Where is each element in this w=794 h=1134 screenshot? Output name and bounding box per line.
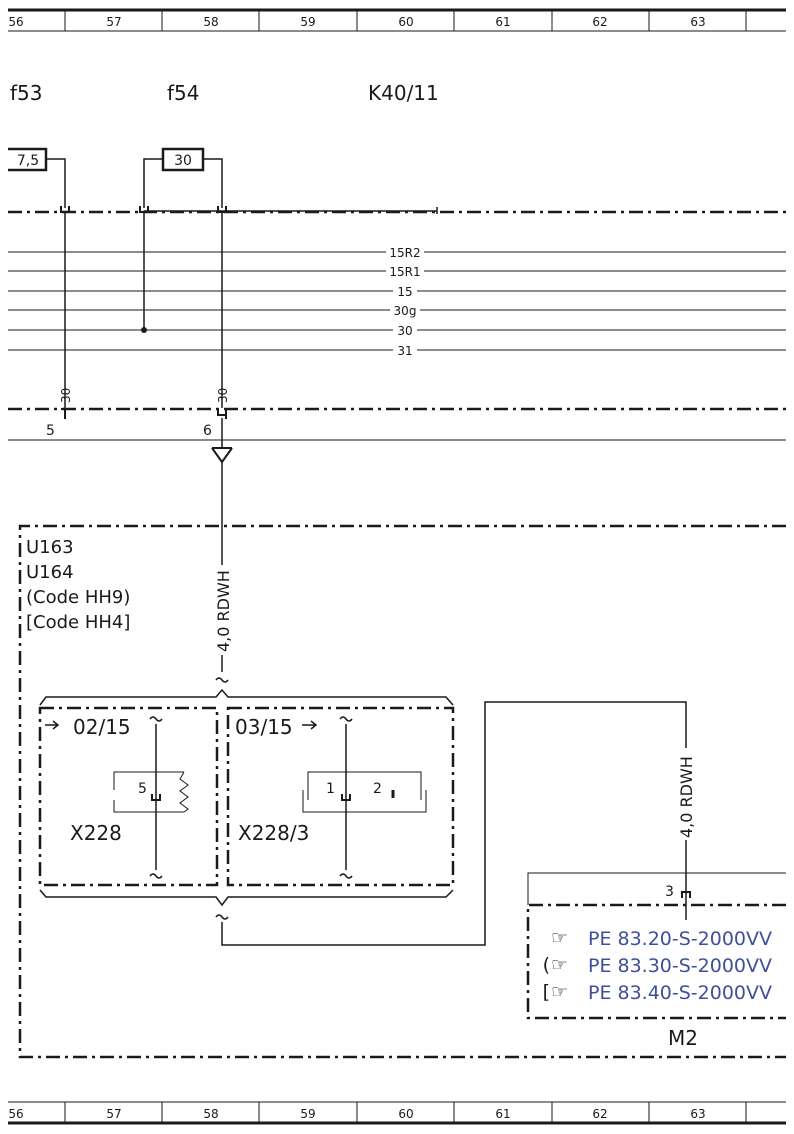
m2-pin-label: 3 (665, 884, 674, 900)
m2-reference-1[interactable] (551, 927, 772, 950)
ruler-col-58: 58 (203, 15, 219, 29)
pin-5-marker (61, 409, 65, 419)
connector-x228-3-pin-1: 1 (326, 781, 335, 797)
bottom-brace (40, 890, 453, 905)
ruler-col-60: 60 (398, 15, 414, 29)
hand-pointer-icon: ☞ (551, 927, 569, 949)
m2-reference-3-prefix: [ (542, 981, 550, 1003)
ruler-col-63: 63 (690, 15, 706, 29)
ruler-col-61: 61 (495, 15, 511, 29)
ruler-bottom-col-63: 63 (690, 1107, 706, 1121)
m2-reference-2-text: PE 83.30-S-2000VV (588, 955, 773, 977)
pin-label-6: 6 (203, 423, 212, 439)
ruler-bottom-col-56: 56 (8, 1107, 24, 1121)
bus-30g: 30g (393, 304, 417, 318)
bus-30: 30 (397, 324, 413, 338)
connector-x228-3-pin-2: 2 (373, 781, 382, 797)
connector-x228-3-ref: 03/15 (235, 715, 293, 739)
wire-label-right-side: 4,0 RDWH (677, 756, 696, 838)
pin-label-5: 5 (46, 423, 55, 439)
label-k40-11: K40/11 (368, 81, 439, 105)
ruler-bottom-col-59: 59 (300, 1107, 316, 1121)
resistor-icon (180, 772, 188, 812)
wire-label-main: 4,0 RDWH (214, 570, 233, 652)
hand-pointer-icon: ☞ (551, 981, 569, 1003)
ruler-bottom-col-57: 57 (106, 1107, 122, 1121)
module-line-1: U163 (26, 537, 74, 558)
ruler-col-56: 56 (8, 15, 24, 29)
bus-15: 15 (397, 285, 413, 299)
tilde-break-icon (340, 717, 352, 721)
tilde-break-icon (216, 915, 228, 919)
module-line-4: [Code HH4] (26, 612, 131, 633)
top-brace (40, 690, 453, 705)
ground-triangle-icon (212, 448, 232, 462)
bus-15r2: 15R2 (389, 246, 421, 260)
junction-dot (141, 327, 147, 333)
fuse-f53-rating: 7,5 (16, 153, 40, 169)
wire-label-right: 30 (216, 387, 230, 403)
fuse-f53 (8, 149, 65, 208)
ruler-bottom-col-61: 61 (495, 1107, 511, 1121)
bus-lines (8, 245, 786, 358)
arrow-right-icon (45, 721, 58, 729)
ruler-bottom-col-60: 60 (398, 1107, 414, 1121)
connector-x228-ref: 02/15 (73, 715, 131, 739)
m2-reference-2[interactable] (543, 954, 772, 977)
bus-15r1: 15R1 (389, 265, 421, 279)
connector-x228-3-name: X228/3 (238, 821, 310, 845)
ruler-bottom-col-62: 62 (592, 1107, 608, 1121)
bottom-ruler (8, 1102, 786, 1123)
tilde-break-icon (150, 717, 162, 721)
tilde-break-icon (150, 874, 162, 878)
wire-label-left: 30 (59, 387, 73, 403)
label-f53: f53 (10, 81, 43, 105)
fuse-f54 (144, 149, 222, 208)
ruler-col-57: 57 (106, 15, 122, 29)
top-ruler (8, 10, 786, 31)
arrow-right-icon (302, 721, 316, 729)
m2-reference-1-text: PE 83.20-S-2000VV (588, 928, 773, 950)
m2-reference-3[interactable] (543, 981, 772, 1004)
m2-reference-3-text: PE 83.40-S-2000VV (588, 982, 773, 1004)
m2-name: M2 (668, 1026, 698, 1050)
m2-reference-2-prefix: ( (542, 954, 550, 976)
tilde-break-icon (340, 874, 352, 878)
hand-pointer-icon: ☞ (551, 954, 569, 976)
ruler-bottom-col-58: 58 (203, 1107, 219, 1121)
bus-31: 31 (397, 344, 413, 358)
module-line-2: U164 (26, 562, 74, 583)
connector-x228-name: X228 (70, 821, 122, 845)
fuse-f54-rating: 30 (174, 153, 192, 169)
label-f54: f54 (167, 81, 200, 105)
ruler-col-59: 59 (300, 15, 316, 29)
module-u163-boundary (20, 526, 786, 1057)
tilde-break-icon (216, 678, 228, 682)
ruler-col-62: 62 (592, 15, 608, 29)
connector-x228-pin: 5 (138, 781, 147, 797)
module-line-3: (Code HH9) (26, 587, 131, 608)
